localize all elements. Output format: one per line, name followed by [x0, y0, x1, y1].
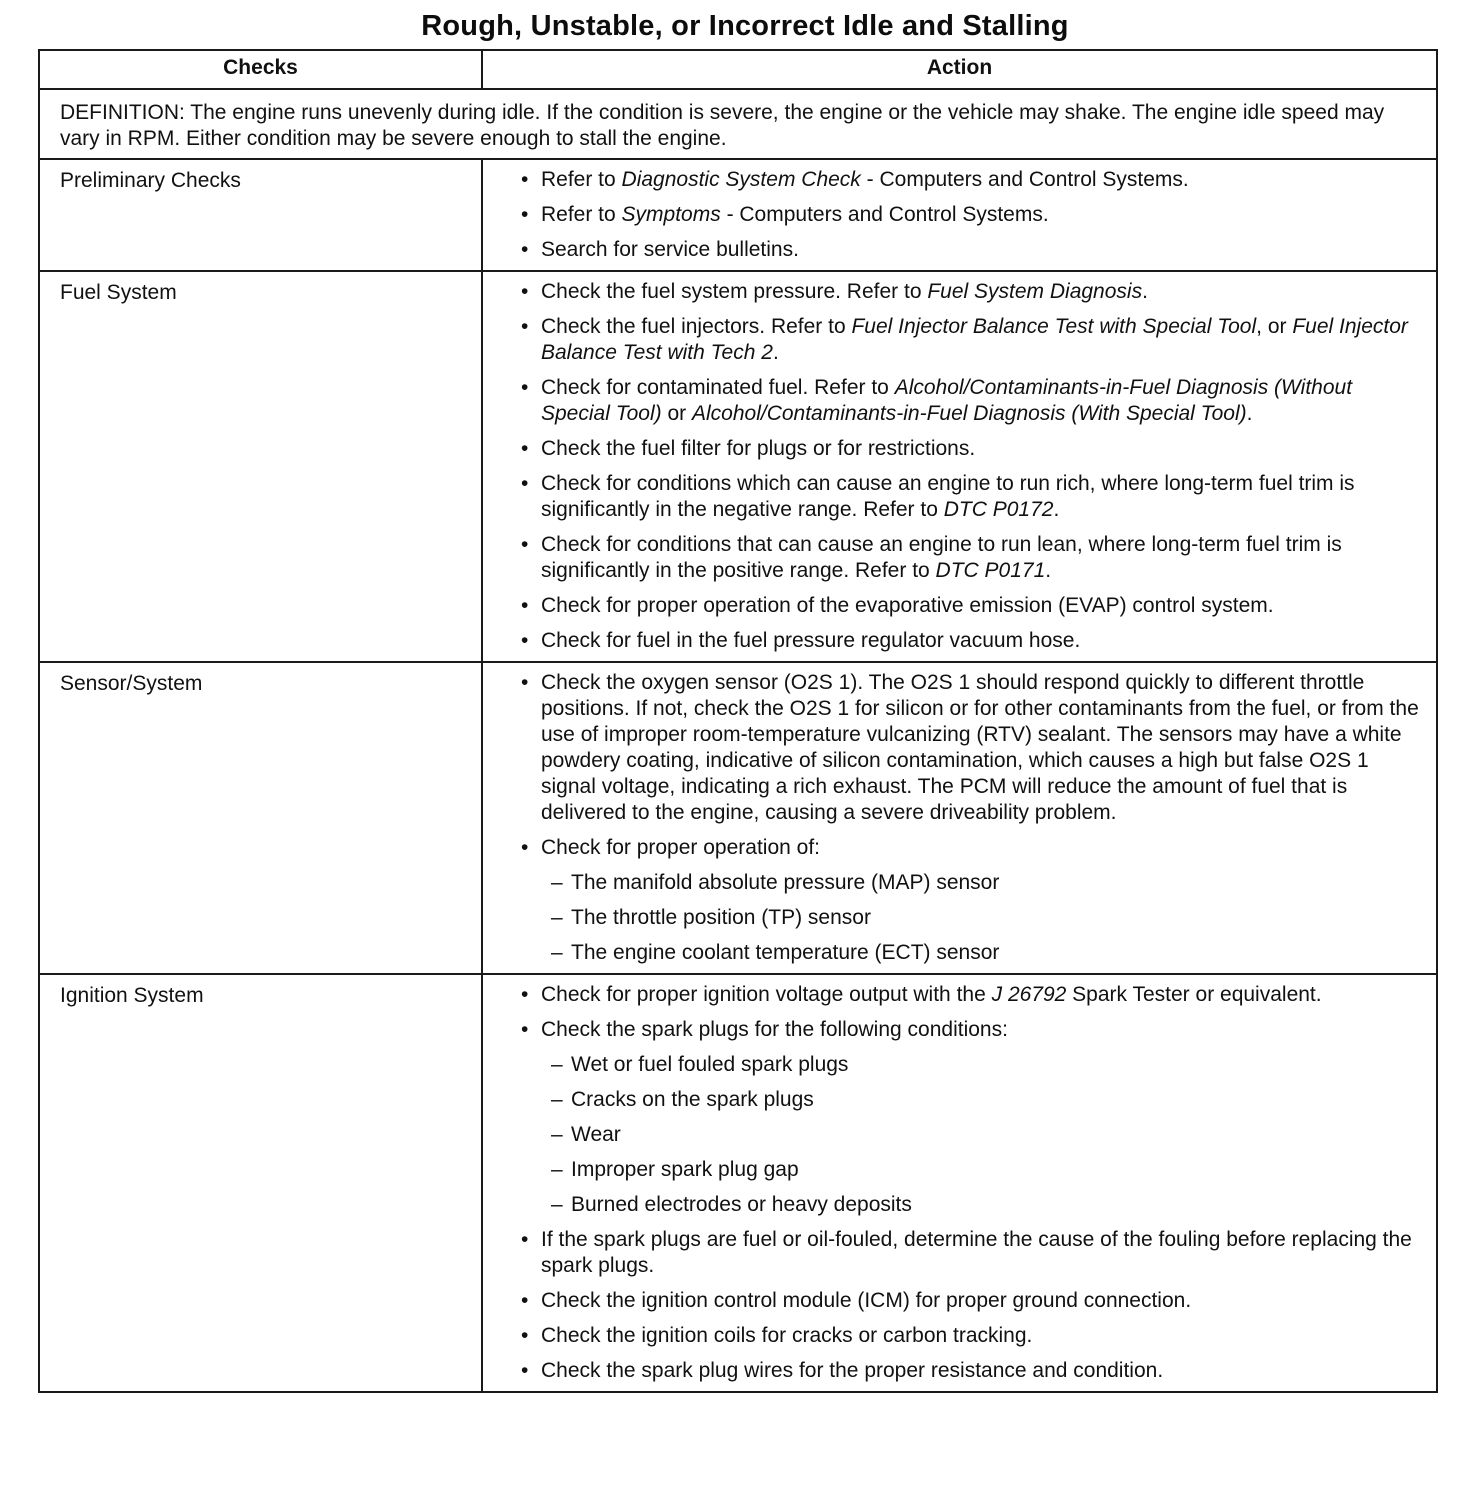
- action-item: [483, 314, 1426, 366]
- definition-text: DEFINITION: The engine runs unevenly during idle. If the condition is severe, the engine or the vehicle may shake. The engine idle speed may vary in RPM. Either condition may be severe enough to stall the engine.: [40, 89, 1436, 159]
- action-item: [483, 167, 1426, 193]
- bullet-icon: •: [521, 983, 529, 1006]
- diagnostic-table: [40, 51, 1436, 1391]
- sub-item-text: The throttle position (TP) sensor: [571, 906, 871, 929]
- action-text: [541, 168, 1189, 191]
- action-cell: [482, 159, 1436, 271]
- action-column-header: Action: [482, 51, 1436, 89]
- dash-icon: –: [551, 1088, 563, 1111]
- diagnostic-table-frame: [38, 49, 1438, 1393]
- action-text: [541, 472, 1355, 521]
- sub-item-text: Wet or fuel fouled spark plugs: [571, 1053, 849, 1076]
- bullet-icon: •: [521, 629, 529, 652]
- bullet-icon: •: [521, 533, 529, 556]
- dash-icon: –: [551, 1193, 563, 1216]
- action-text-part: Spark Tester or equivalent.: [1066, 983, 1322, 1006]
- action-text: [541, 437, 975, 460]
- action-item: [483, 202, 1426, 228]
- check-name: Ignition System: [40, 974, 482, 1391]
- action-text-part: Check the spark plugs for the following conditions:: [541, 1018, 1008, 1041]
- check-name: Sensor/System: [40, 662, 482, 974]
- action-text-part: Refer to: [541, 168, 622, 191]
- bullet-icon: •: [521, 594, 529, 617]
- sub-item-text: Wear: [571, 1123, 621, 1146]
- action-item: [483, 436, 1426, 462]
- action-text-part: Check for proper ignition voltage output with the: [541, 983, 992, 1006]
- action-cell: [482, 271, 1436, 662]
- action-text-part: Check the fuel filter for plugs or for restrictions.: [541, 437, 976, 460]
- sub-item: [541, 1052, 1426, 1078]
- bullet-icon: •: [521, 671, 529, 694]
- action-item: [483, 1288, 1426, 1314]
- action-text-part: - Computers and Control Systems.: [720, 203, 1049, 226]
- table-row: [40, 974, 1436, 1391]
- action-text: [541, 983, 1322, 1006]
- bullet-icon: •: [521, 437, 529, 460]
- action-item: [483, 593, 1426, 619]
- dash-icon: –: [551, 941, 563, 964]
- dash-icon: –: [551, 906, 563, 929]
- action-text-part: Refer to: [541, 203, 622, 226]
- bullet-icon: •: [521, 315, 529, 338]
- reference-text: Symptoms: [621, 203, 721, 226]
- action-text: [541, 280, 1148, 303]
- action-text: [541, 315, 1408, 364]
- action-text-part: or: [661, 402, 692, 425]
- action-item: [483, 670, 1426, 826]
- action-text: [541, 1324, 1032, 1347]
- sub-item: [541, 870, 1426, 896]
- action-text: [541, 1228, 1412, 1277]
- action-item: [483, 237, 1426, 263]
- action-cell: [482, 662, 1436, 974]
- reference-text: Fuel Injector Balance Test with Tech 2: [541, 315, 1408, 364]
- action-text-part: .: [1045, 559, 1052, 582]
- bullet-icon: •: [521, 1324, 529, 1347]
- action-text: [541, 376, 1352, 425]
- table-row: [40, 271, 1436, 662]
- action-text-part: Search for service bulletins.: [541, 238, 799, 261]
- check-name: Fuel System: [40, 271, 482, 662]
- reference-text: DTC P0171: [935, 559, 1046, 582]
- action-text-part: - Computers and Control Systems.: [860, 168, 1189, 191]
- action-item: [483, 471, 1426, 523]
- action-text: [541, 238, 799, 261]
- action-text-part: .: [772, 341, 779, 364]
- action-text: [541, 1018, 1008, 1041]
- action-text-part: Check the oxygen sensor (O2S 1). The O2S 1 should respond quickly to different throttle positions. If not, check the O2S 1 for silicon or for other contaminants from the fuel, or from the use of improper room-temperature vulcanizing (RTV) sealant. The sensors may have a white powdery coating, indicative of silicon contamination, which causes a high but false O2S 1 signal voltage, indicating a rich exhaust. The PCM will reduce the amount of fuel that is delivered to the engine, causing a severe driveability problem.: [541, 671, 1419, 824]
- action-item: [483, 532, 1426, 584]
- action-item: [483, 1017, 1426, 1218]
- action-text: [541, 1289, 1191, 1312]
- bullet-icon: •: [521, 238, 529, 261]
- action-text-part: Check the ignition control module (ICM) for proper ground connection.: [541, 1289, 1192, 1312]
- action-text-part: Check for contaminated fuel. Refer to: [541, 376, 895, 399]
- bullet-icon: •: [521, 203, 529, 226]
- action-text: [541, 671, 1419, 824]
- action-text-part: If the spark plugs are fuel or oil-fouled, determine the cause of the fouling before replacing the spark plugs.: [541, 1228, 1412, 1277]
- action-text-part: Check for fuel in the fuel pressure regulator vacuum hose.: [541, 629, 1081, 652]
- dash-icon: –: [551, 1053, 563, 1076]
- table-row: [40, 159, 1436, 271]
- sub-item: [541, 1087, 1426, 1113]
- action-item: [483, 982, 1426, 1008]
- action-text-part: .: [1053, 498, 1060, 521]
- page-title: Rough, Unstable, or Incorrect Idle and Stalling: [421, 10, 1069, 42]
- bullet-icon: •: [521, 836, 529, 859]
- action-cell: [482, 974, 1436, 1391]
- sub-item-text: Cracks on the spark plugs: [571, 1088, 814, 1111]
- bullet-icon: •: [521, 1359, 529, 1382]
- sub-item: [541, 1192, 1426, 1218]
- dash-icon: –: [551, 871, 563, 894]
- checks-column-header: Checks: [40, 51, 482, 89]
- check-name: Preliminary Checks: [40, 159, 482, 271]
- action-text-part: Check for conditions that can cause an engine to run lean, where long-term fuel trim is significantly in the positive range. Refer to: [541, 533, 1342, 582]
- action-list: [483, 279, 1426, 654]
- bullet-icon: •: [521, 168, 529, 191]
- bullet-icon: •: [521, 280, 529, 303]
- action-item: [483, 1323, 1426, 1349]
- action-text-part: Check the fuel injectors. Refer to: [541, 315, 852, 338]
- action-item: [483, 1227, 1426, 1279]
- action-text-part: Check for proper operation of:: [541, 836, 820, 859]
- reference-text: Fuel System Diagnosis: [927, 280, 1143, 303]
- action-list: [483, 670, 1426, 966]
- action-item: [483, 628, 1426, 654]
- sub-item: [541, 905, 1426, 931]
- action-item: [483, 835, 1426, 966]
- table-row: [40, 662, 1436, 974]
- action-item: [483, 279, 1426, 305]
- sub-item-text: Burned electrodes or heavy deposits: [571, 1193, 912, 1216]
- reference-text: Diagnostic System Check: [621, 168, 861, 191]
- action-text: [541, 1359, 1163, 1382]
- sub-item-text: The manifold absolute pressure (MAP) sensor: [571, 871, 1000, 894]
- action-text-part: Check the ignition coils for cracks or carbon tracking.: [541, 1324, 1033, 1347]
- reference-text: J 26792: [991, 983, 1067, 1006]
- dash-icon: –: [551, 1158, 563, 1181]
- bullet-icon: •: [521, 1018, 529, 1041]
- sub-list: [541, 1052, 1426, 1218]
- action-item: [483, 375, 1426, 427]
- sub-item: [541, 1157, 1426, 1183]
- sub-item-text: The engine coolant temperature (ECT) sensor: [571, 941, 1000, 964]
- action-text-part: .: [1142, 280, 1148, 303]
- bullet-icon: •: [521, 1228, 529, 1251]
- sub-list: [541, 870, 1426, 966]
- action-text-part: Check for conditions which can cause an engine to run rich, where long-term fuel trim is significantly in the negative range. Refer to: [541, 472, 1355, 521]
- action-text: [541, 836, 820, 859]
- table-header-row: [40, 51, 1436, 89]
- reference-text: Alcohol/Contaminants-in-Fuel Diagnosis (With Special Tool): [691, 402, 1247, 425]
- dash-icon: –: [551, 1123, 563, 1146]
- sub-item: [541, 940, 1426, 966]
- action-text: [541, 533, 1342, 582]
- sub-item-text: Improper spark plug gap: [571, 1158, 799, 1181]
- bullet-icon: •: [521, 1289, 529, 1312]
- bullet-icon: •: [521, 376, 529, 399]
- table-body: [40, 89, 1436, 1391]
- sub-item: [541, 1122, 1426, 1148]
- action-text-part: Check for proper operation of the evaporative emission (EVAP) control system.: [541, 594, 1274, 617]
- action-text-part: , or: [1256, 315, 1293, 338]
- action-text: [541, 594, 1274, 617]
- reference-text: DTC P0172: [943, 498, 1054, 521]
- action-text: [541, 629, 1080, 652]
- action-text-part: Check the spark plug wires for the proper resistance and condition.: [541, 1359, 1164, 1382]
- reference-text: Fuel Injector Balance Test with Special Tool: [851, 315, 1257, 338]
- action-text: [541, 203, 1049, 226]
- action-text-part: .: [1246, 402, 1253, 425]
- bullet-icon: •: [521, 472, 529, 495]
- action-list: [483, 167, 1426, 263]
- definition-row: [40, 89, 1436, 159]
- reference-text: Alcohol/Contaminants-in-Fuel Diagnosis (Without Special Tool): [541, 376, 1353, 425]
- action-list: [483, 982, 1426, 1384]
- action-item: [483, 1358, 1426, 1384]
- action-text-part: Check the fuel system pressure. Refer to: [541, 280, 928, 303]
